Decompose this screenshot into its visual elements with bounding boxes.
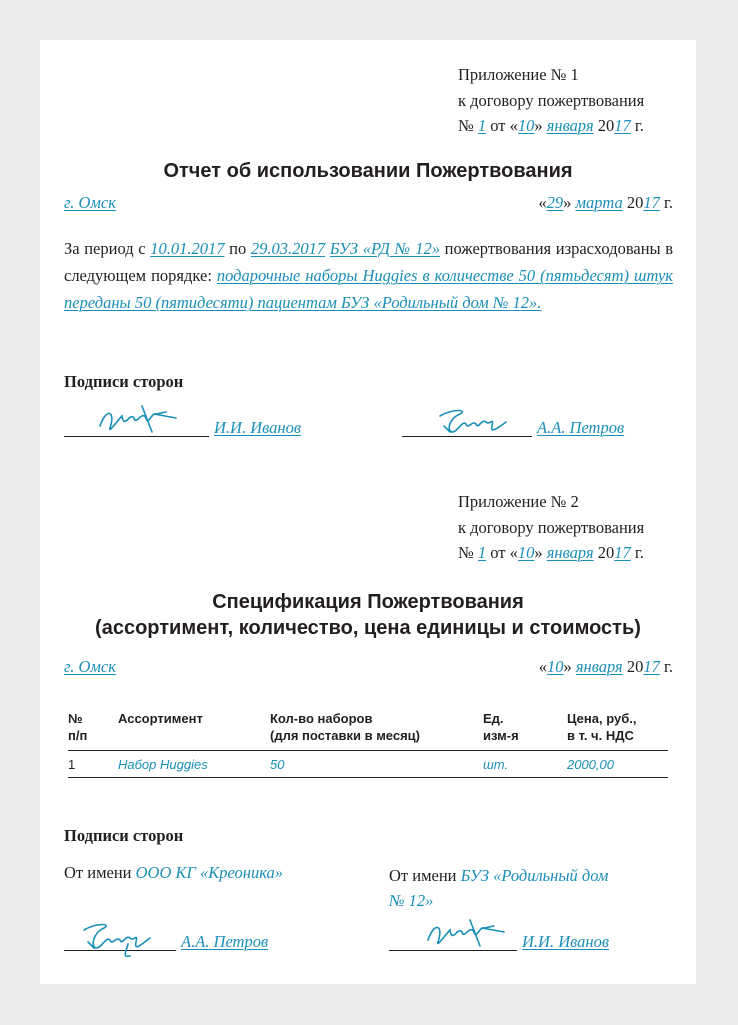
spec-city: г. Омск [64,657,116,676]
col-qty: Кол-во наборов (для поставки в месяц) [270,710,483,751]
row-item: Набор Huggies [118,751,270,778]
appendix1-line3: № 1 от «10» января 2017 г. [458,116,644,135]
col-unit: Ед. изм-я [483,710,567,751]
row-num: 1 [68,751,118,778]
appendix1-month: января [546,116,594,135]
period-to: 29.03.2017 [250,239,326,258]
party-left-name: ООО КГ «Креоника» [135,863,284,882]
party-left: От имени ООО КГ «Креоника» [64,863,284,882]
report-city: г. Омск [64,193,116,212]
signer-ivanov-1: И.И. Иванов [214,418,302,437]
row-price: 2000,00 [567,751,668,778]
signature-petrov-2 [78,916,168,962]
spec-signatures-heading: Подписи сторон [64,826,184,845]
col-num: № п/п [68,710,118,751]
usage-description: подарочные наборы Huggies в количестве 50 (пятьдесят) штук переданы 50 (пятидесяти) пациентам БУЗ «Родильный дом № 12». [64,266,673,312]
appendix1-day: 10 [517,116,535,135]
signature-ivanov-2 [424,914,514,954]
report-body: За период с 10.01.2017 по 29.03.2017 БУЗ «РД № 12» пожертвования израсходованы в следующем порядке: подарочные наборы Huggies в количестве 50 (пятьдесят) штук переданы 50 (пятидесяти) пациентам БУЗ «Родильный дом № 12». [64,239,674,312]
document-page [40,40,696,984]
appendix1-contract-number: 1 [477,116,487,135]
recipient-org: БУЗ «РД № 12» [329,239,440,258]
spec-title-line2: (ассортимент, количество, цена единицы и стоимость) [95,617,641,639]
signer-ivanov-2: И.И. Иванов [522,932,610,951]
signer-petrov-1: А.А. Петров [537,418,625,437]
appendix2-year: 17 [614,543,631,562]
col-item: Ассортимент [118,710,270,751]
party-right-name: БУЗ «Родильный дом [460,866,609,885]
spec-table-header [68,710,668,751]
spec-table [68,710,668,778]
signer-petrov-2: А.А. Петров [181,932,269,951]
appendix1-line1: Приложение № 1 [458,65,579,84]
row-unit: шт. [483,751,567,778]
row-qty: 50 [270,751,483,778]
report-title: Отчет об использовании Пожертвования [163,160,573,182]
table-row [68,751,668,778]
period-from: 10.01.2017 [150,239,225,258]
spec-date: «10» января 2017 г. [538,657,673,676]
party-right: От имени БУЗ «Родильный дом № 12» [389,866,609,910]
appendix2-line2: к договору пожертвования [458,518,645,537]
report-date: «29» марта 2017 г. [538,193,673,212]
appendix2-day: 10 [517,543,535,562]
signature-petrov-1 [434,402,524,442]
appendix1-line2: к договору пожертвования [458,91,645,110]
signature-ivanov-1 [96,400,186,440]
appendix2-line1: Приложение № 2 [458,492,579,511]
report-signatures-heading: Подписи сторон [64,372,184,391]
appendix2-month: января [546,543,594,562]
appendix2-contract-number: 1 [477,543,487,562]
col-price: Цена, руб., в т. ч. НДС [567,710,668,751]
spec-title-line1: Спецификация Пожертвования [212,591,524,613]
appendix1-year: 17 [614,116,631,135]
appendix2-line3: № 1 от «10» января 2017 г. [458,543,644,562]
